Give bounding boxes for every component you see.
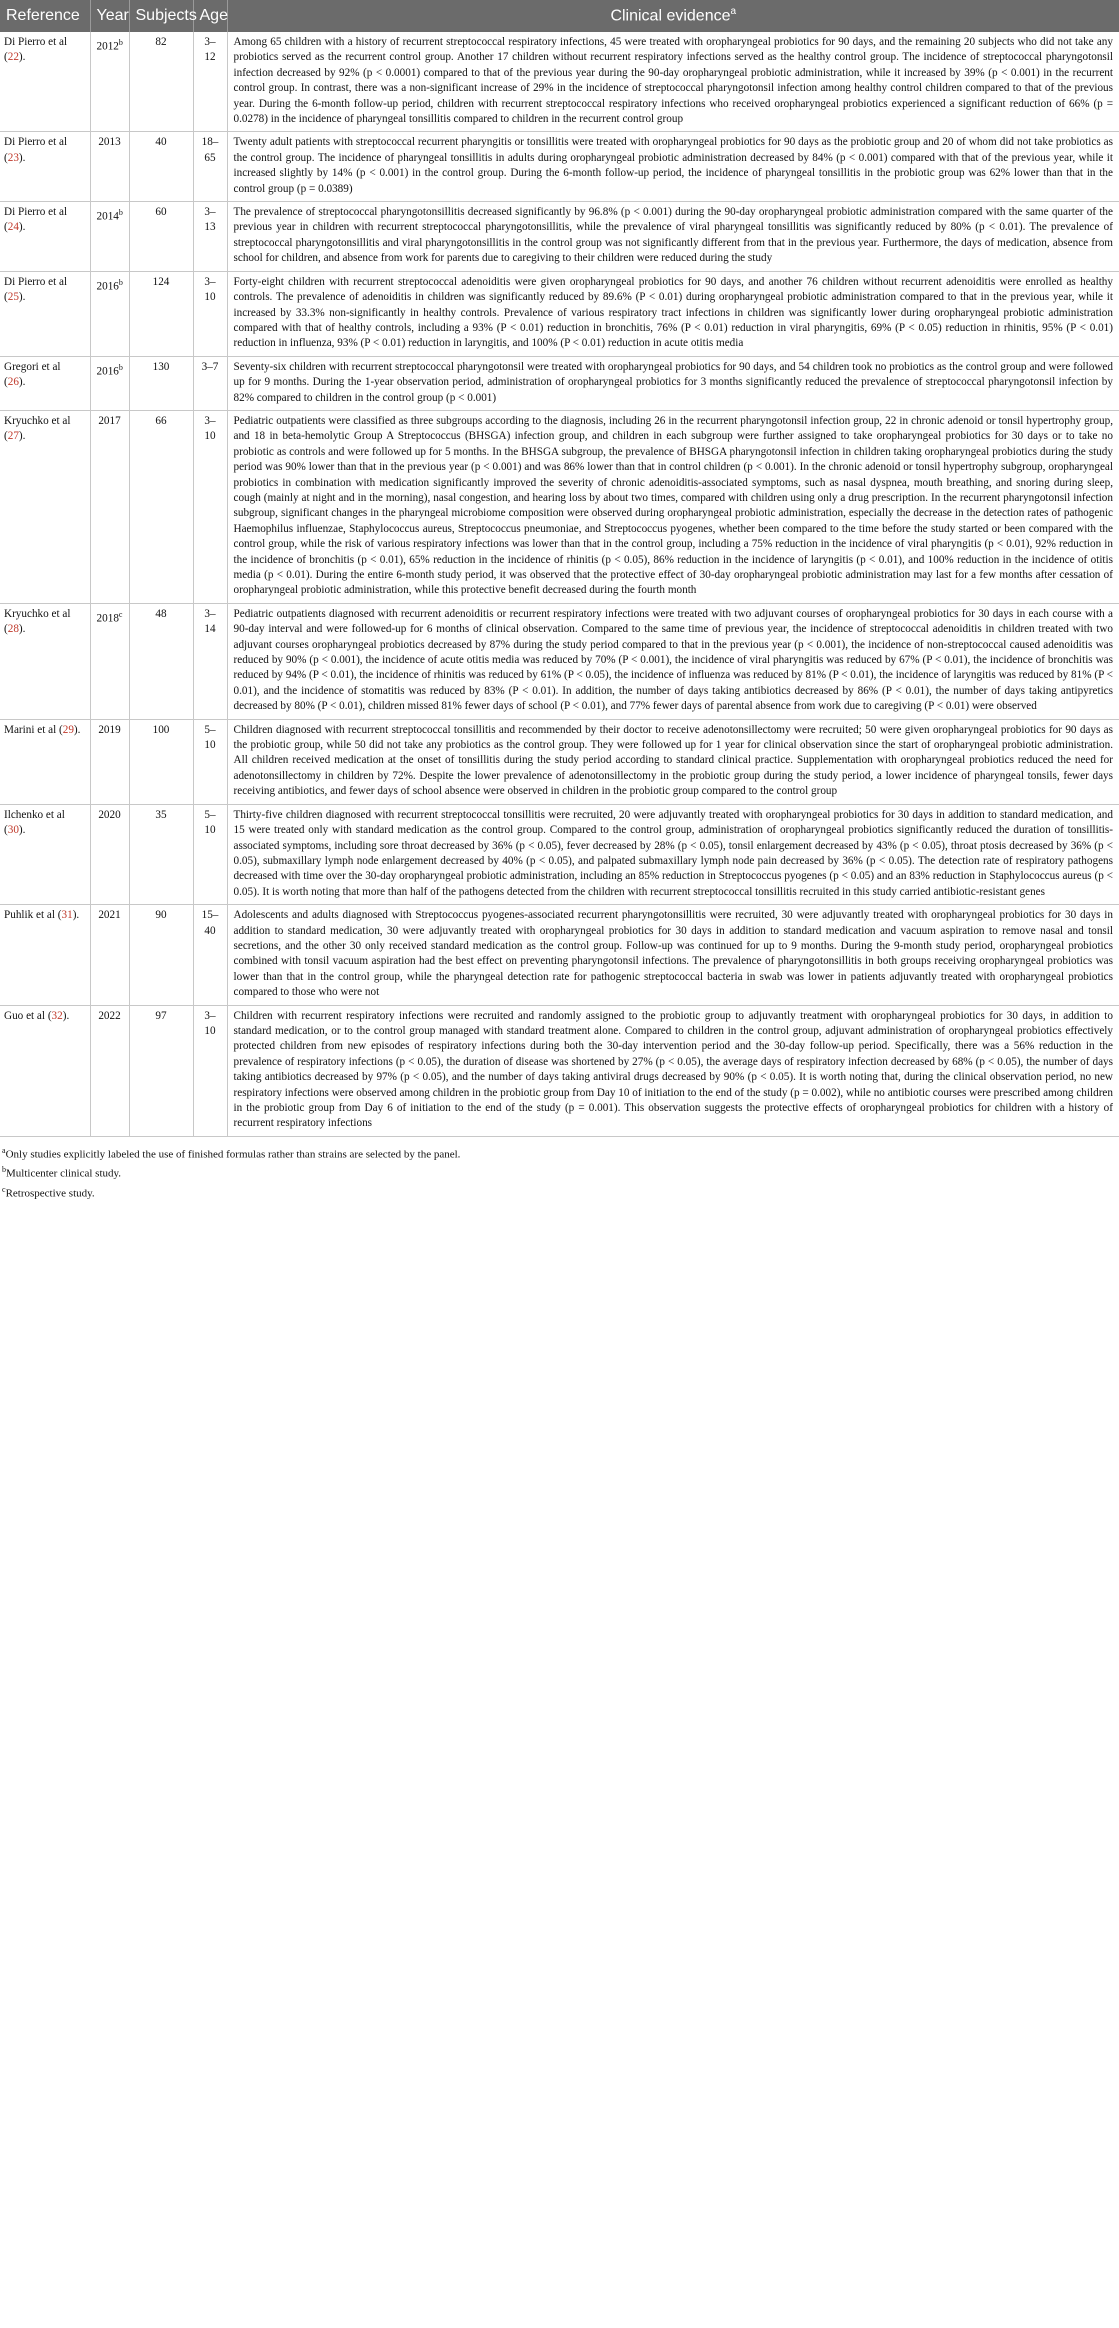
- reference-author: Puhlik et al: [4, 909, 55, 922]
- footnote-mark: c: [2, 1185, 6, 1195]
- reference-author: Di Pierro et al: [4, 136, 68, 149]
- clinical-evidence-cell: Pediatric outpatients diagnosed with recurrent adenoiditis or recurrent respiratory infections were treated with two adjuvant courses of oropharyngeal probiotics for 30 days in each course with a 90-day interval and were followed-up for 6 months of clinical observation. Compared to the same time of previous year, the incidence of streptococcal adenoiditis in children treated with two adjuvant courses oropharyngeal probiotics decreased by 87% during the study period compared to that in the previous year (p < 0.001), the incidence of non-streptococcal caused adenoiditis was reduced by 90% (p < 0.001), the incidence of acute otitis media was reduced by 70% (P < 0.001), the incidence of viral pharyngitis was reduced by 67% (P < 0.01), the incidence of bronchitis was reduced by 94% (P < 0.01), the incidence of rhinitis was reduced by 61% (P < 0.05), the incidence of influenza was reduced by 81% (P < 0.01), the incidence of laryngitis was reduced by 81% (P < 0.01), and the incidence of stomatitis was reduced by 83% (P < 0.01). In addition, the number of days taking antibiotics decreased by 86% (P < 0.01), the number of days taking antipyretics decreased by 80% (P < 0.01), children missed 81% fewer days of school (P < 0.01), and 77% fewer days of parental absence from work due to caregiving (P < 0.01) were observed: [227, 603, 1119, 719]
- footnote: [2, 1162, 1119, 1182]
- footnote-text: Retrospective study.: [5, 1187, 95, 1200]
- age-cell: 3–7: [193, 356, 227, 410]
- year-value: 2012: [96, 40, 119, 53]
- reference-author: Guo et al: [4, 1009, 46, 1022]
- clinical-evidence-cell: Among 65 children with a history of recurrent streptococcal respiratory infections, 45 were treated with oropharyngeal probiotics for 90 days, and the remaining 20 subjects who did not take any probiotics served as the recurrent control group. Another 17 children without recurrent respiratory infections served as the healthy control group. The incidence of streptococcal pharyngotonsil infection decreased by 92% (p < 0.0001) compared to that of the previous year during the 90-day oropharyngeal probiotic administration, while it increased by 39% (p < 0.001) in the recurrent control group. In contrast, there was a non-significant increase of 29% in the incidence of streptococcal pharyngotonsil infection among healthy control children compared to that of the previous year. During the 6-month follow-up period, children with recurrent streptococcal respiratory infections who received oropharyngeal probiotics experienced a significant reduction of 66% (p = 0.0278) in the incidence of pharyngeal tonsillitis compared to children in the recurrent control group: [227, 32, 1119, 132]
- year-value: 2018: [96, 612, 119, 625]
- reference-cell: Guo et al (32).: [0, 1005, 90, 1136]
- reference-cell: Marini et al (29).: [0, 719, 90, 804]
- clinical-evidence-table: [0, 0, 1119, 1137]
- reference-citation-link[interactable]: 30: [7, 824, 19, 837]
- age-cell: 5–10: [193, 719, 227, 804]
- table-row: [0, 905, 1119, 1005]
- reference-author: Di Pierro et al: [4, 275, 68, 288]
- reference-cell: Puhlik et al (31).: [0, 905, 90, 1005]
- table-row: [0, 356, 1119, 410]
- header-clinical-evidence-label: Clinical evidence: [610, 7, 731, 25]
- reference-author: Kryuchko et al: [4, 414, 71, 427]
- age-cell: 3–12: [193, 32, 227, 132]
- header-footnote-mark: a: [730, 6, 737, 18]
- subjects-cell: 82: [129, 32, 193, 132]
- age-cell: 15–40: [193, 905, 227, 1005]
- year-value: 2016: [96, 365, 119, 378]
- table-row: [0, 132, 1119, 202]
- footnote: [2, 1143, 1119, 1163]
- reference-citation-link[interactable]: 28: [7, 623, 19, 636]
- year-cell: [90, 32, 129, 132]
- subjects-cell: 97: [129, 1005, 193, 1136]
- subjects-cell: 60: [129, 202, 193, 272]
- reference-citation-link[interactable]: 31: [61, 909, 73, 922]
- year-cell: [90, 271, 129, 356]
- reference-author: Ilchenko et al: [4, 808, 65, 821]
- year-value: 2017: [98, 414, 121, 427]
- header-age: Age: [193, 0, 227, 32]
- reference-citation-link[interactable]: 27: [7, 430, 19, 443]
- year-cell: [90, 202, 129, 272]
- subjects-cell: 130: [129, 356, 193, 410]
- clinical-evidence-cell: Seventy-six children with recurrent streptococcal pharyngotonsil were treated with oropharyngeal probiotics for 90 days, and 54 children took no probiotics as the control group and were followed up for 9 months. During the 1-year observation period, administration of oropharyngeal probiotics for 3 months significantly reduced the prevalence of streptococcal pharyngotonsil infection by 82% compared to children in the control group (p < 0.001): [227, 356, 1119, 410]
- subjects-cell: 100: [129, 719, 193, 804]
- reference-cell: Kryuchko et al (27).: [0, 410, 90, 603]
- header-year: Year: [90, 0, 129, 32]
- reference-author: Di Pierro et al: [4, 206, 68, 219]
- table-row: [0, 603, 1119, 719]
- age-cell: 3–10: [193, 410, 227, 603]
- reference-author: Marini et al: [4, 723, 57, 736]
- year-value: 2016: [96, 280, 119, 293]
- footnote-mark: b: [2, 1165, 6, 1175]
- reference-cell: Di Pierro et al (23).: [0, 132, 90, 202]
- reference-cell: Di Pierro et al (24).: [0, 202, 90, 272]
- clinical-evidence-cell: Adolescents and adults diagnosed with Streptococcus pyogenes-associated recurrent pharyngotonsillitis were recruited, 30 were adjuvantly treated with oropharyngeal probiotics for 30 days in addition to standard medication, 30 were adjuvantly treated with oropharyngeal probiotics for 30 days in addition to standard medication and vacuum aspiration to remove nasal and tonsil secretions, and the other 30 only received standard medication as the control group. Follow-up was continued for up to 9 months. During the 9-month study period, oropharyngeal probiotics combined with tonsil vacuum aspiration had the best effect on preventing pharyngotonsil infections. The prevalence of pharyngotonsillitis in both groups receiving oropharyngeal probiotics was lower than that in the control group, while the pharyngeal detection rate for pathogenic streptococcal bacteria in swab was lower in patients adjuvantly treated with oropharyngeal probiotics compared to those who were not: [227, 905, 1119, 1005]
- subjects-cell: 124: [129, 271, 193, 356]
- footnote-text: Only studies explicitly labeled the use of finished formulas rather than strains are selected by the panel.: [5, 1148, 461, 1161]
- reference-cell: Di Pierro et al (22).: [0, 32, 90, 132]
- year-footnote-mark: b: [118, 38, 123, 47]
- reference-citation-link[interactable]: 29: [62, 723, 74, 736]
- reference-citation-link[interactable]: 22: [7, 51, 19, 64]
- table-row: [0, 804, 1119, 904]
- age-cell: 3–13: [193, 202, 227, 272]
- clinical-evidence-cell: The prevalence of streptococcal pharyngotonsillitis decreased significantly by 96.8% (p < 0.001) during the 90-day oropharyngeal probiotic administration compared with the same quarter of the previous year in children with recurrent streptococcal pharyngotonsillitis, while the prevalence of viral pharyngeal tonsillitis was significantly reduced by 80% (p < 0.01). The prevalence of streptococcal pharyngotonsillitis and viral pharyngotonsillitis in the control group was not significantly different from that in the previous year. Furthermore, the days of medication, absence from school for children, and absence from work for parents due to caregiving to their children were reduced during the study: [227, 202, 1119, 272]
- year-footnote-mark: b: [118, 362, 123, 372]
- reference-cell: Kryuchko et al (28).: [0, 603, 90, 719]
- year-value: 2021: [98, 909, 121, 922]
- reference-citation-link[interactable]: 23: [7, 151, 19, 164]
- reference-cell: Ilchenko et al (30).: [0, 804, 90, 904]
- footnote: [2, 1182, 1119, 1202]
- age-cell: 3–10: [193, 271, 227, 356]
- age-cell: 3–14: [193, 603, 227, 719]
- subjects-cell: 40: [129, 132, 193, 202]
- table-footnotes: [0, 1137, 1119, 1202]
- clinical-evidence-cell: Forty-eight children with recurrent streptococcal adenoiditis were given oropharyngeal probiotics for 90 days, and another 76 children without recurrent adenoiditis were enrolled as healthy controls. The prevalence of adenoiditis in children was significantly reduced by 89.6% (P < 0.01) during oropharyngeal probiotic administration compared to that in the previous year, while it increased by 33.3% non-significantly in healthy controls. Prevalence of various respiratory tract infections in children was significantly lower during oropharyngeal probiotic administration compared with that of healthy controls, including a 93% (P < 0.01) reduction in bronchitis, 76% (P < 0.01) reduction in viral pharyngitis, 69% (P < 0.05) reduction in rhinitis, 95% (P < 0.01) reduction in influenza, 93% (P < 0.01) reduction in laryngitis, and 100% (P < 0.01) reduction in acute otitis media: [227, 271, 1119, 356]
- clinical-evidence-cell: Children diagnosed with recurrent streptococcal tonsillitis and recommended by their doctor to receive adenotonsillectomy were recruited; 50 were given oropharyngeal probiotics for 90 days as the probiotic group, while 50 did not take any probiotics as the control group. They were followed up for 1 year for clinical observation since the start of oropharyngeal probiotic administration. All children received medication at the onset of tonsillitis during the study period according to standard clinical practice. Supplementation with oropharyngeal probiotics reduced the need for adenotonsillectomy in children by 72%. Despite the lower prevalence of adenotonsillectomy in the probiotic group during the study period, a lower incidence of pharyngeal tonsils, fewer days receiving antibiotics, and fewer days of school absence were observed in children in the probiotic group compared to the control group: [227, 719, 1119, 804]
- reference-author: Kryuchko et al: [4, 607, 71, 620]
- header-reference: Reference: [0, 0, 90, 32]
- reference-citation-link[interactable]: 26: [7, 376, 19, 389]
- reference-author: Di Pierro et al: [4, 36, 68, 48]
- table-row: [0, 1005, 1119, 1136]
- table-row: [0, 719, 1119, 804]
- table-row: [0, 202, 1119, 272]
- year-footnote-mark: b: [118, 208, 123, 218]
- footnote-text: Multicenter clinical study.: [6, 1168, 122, 1181]
- subjects-cell: 35: [129, 804, 193, 904]
- year-cell: [90, 905, 129, 1005]
- reference-author: Gregori et al: [4, 360, 61, 373]
- header-clinical-evidence: [227, 0, 1119, 32]
- year-value: 2019: [98, 723, 121, 736]
- clinical-evidence-cell: Pediatric outpatients were classified as three subgroups according to the diagnosis, including 26 in the recurrent pharyngotonsil infection group, 22 in chronic adenoid or tonsil hypertrophy group, and 18 in beta-hemolytic Group A Streptococcus (BHSGA) infection group, and children in each subgroup were further assigned to take oropharyngeal probiotics for 30 days or to take no probiotic as controls and were followed up for 5 months. In the BHSGA subgroup, the prevalence of BHSGA pharyngotonsil infection in children taking oropharyngeal probiotics during the study period was 90% lower than that in the previous year (p < 0.001) and was 86% lower than that in control children (p < 0.001). In the chronic adenoid or tonsil hypertrophy subgroup, oropharyngeal probiotics in combination with medication significantly improved the severity of chronic adenoiditis-associated symptoms, such as nasal dyspnea, mouth breathing, and snoring during sleep, cough (mainly at night and in the morning), nasal congestion, and hearing loss by about two times, compared with children using only a drug prescription. In the recurrent pharyngotonsil infection subgroup, significant changes in the pharyngeal microbiome composition were observed during oropharyngeal probiotic administration, especially the decrease in the detection rates of pathogenic Haemophilus influenzae, Staphylococcus aureus, Streptococcus pneumoniae, and Streptococcus pyogenes, whether been compared to the time before the study started or been compared with the control group, while the risk of various respiratory infections was lower than that in the control group, including a 75% reduction in the incidence of viral pharyngitis (p < 0.01), 92% reduction in the incidence of bronchitis (p < 0.01), 65% reduction in the incidence of rhinitis (p < 0.05), 86% reduction in the incidence of laryngitis (p < 0.01), and 100% reduction in the incidence of otitis media (p < 0.01). During the entire 6-month study period, it was observed that the protective effect of 30-day oropharyngeal probiotic administration may last for a few months after cessation of oropharyngeal probiotic administration, while this protective benefit decreased during the fourth month: [227, 410, 1119, 603]
- header-subjects: Subjects: [129, 0, 193, 32]
- age-cell: 3–10: [193, 1005, 227, 1136]
- year-cell: [90, 1005, 129, 1136]
- footnote-mark: a: [2, 1145, 6, 1155]
- year-cell: [90, 719, 129, 804]
- age-cell: 5–10: [193, 804, 227, 904]
- subjects-cell: 48: [129, 603, 193, 719]
- subjects-cell: 90: [129, 905, 193, 1005]
- year-value: 2020: [98, 808, 121, 821]
- reference-citation-link[interactable]: 24: [7, 221, 19, 234]
- table-row: [0, 271, 1119, 356]
- table-row: [0, 410, 1119, 603]
- table-header-row: [0, 0, 1119, 32]
- year-cell: [90, 356, 129, 410]
- reference-citation-link[interactable]: 32: [51, 1009, 63, 1022]
- year-cell: [90, 132, 129, 202]
- subjects-cell: 66: [129, 410, 193, 603]
- year-value: 2014: [96, 210, 119, 223]
- clinical-evidence-cell: Children with recurrent respiratory infections were recruited and randomly assigned to the probiotic group to adjuvantly treatment with oropharyngeal probiotics for 30 days, in addition to standard medication, or to the control group managed with standard treatment alone. Compared to children in the control group, adjuvant administration of oropharyngeal probiotics effectively protected children from new episodes of respiratory infections during both the 30-day intervention period and the 30-day follow-up period. Specifically, there was a 56% reduction in the prevalence of respiratory infections (p < 0.05), the duration of disease was shortened by 27% (p < 0.05), the average days of respiratory infection decreased by 68% (p < 0.05), the number of days taking antibiotics decreased by 97% (p < 0.05), and the number of days taking antiviral drugs decreased by 90% (p < 0.05). It is worth noting that, during the clinical observation period, no new respiratory infections were observed among children in the probiotic group from Day 10 of initiation to the end of the study (p = 0.002), while no antibiotic courses were prescribed among children in the probiotic group from Day 6 of initiation to the end of the study (p = 0.001). This observation suggests the protective effects of oropharyngeal probiotics for children with a history of recurrent respiratory infections: [227, 1005, 1119, 1136]
- age-cell: 18–65: [193, 132, 227, 202]
- year-footnote-mark: c: [118, 609, 123, 619]
- reference-cell: Gregori et al (26).: [0, 356, 90, 410]
- year-value: 2022: [98, 1009, 121, 1022]
- year-footnote-mark: b: [118, 277, 123, 287]
- year-cell: [90, 804, 129, 904]
- clinical-evidence-cell: Twenty adult patients with streptococcal recurrent pharyngitis or tonsillitis were treated with oropharyngeal probiotics for 90 days as the probiotic group and 20 of whom did not take probiotics as the control group. The incidence of pharyngeal tonsillitis in adults during oropharyngeal probiotic administration decreased by 84% (p < 0.001) compared with that of the previous year, while it increased slightly by 14% (p < 0.001) in the control group. During the 6-month follow-up period, the incidence of pharyngeal tonsillitis in the probiotic group was 62% lower than that in the control group (p = 0.0389): [227, 132, 1119, 202]
- year-cell: [90, 410, 129, 603]
- year-value: 2013: [98, 136, 121, 149]
- reference-cell: Di Pierro et al (25).: [0, 271, 90, 356]
- clinical-evidence-cell: Thirty-five children diagnosed with recurrent streptococcal tonsillitis were recruited, 20 were adjuvantly treated with oropharyngeal probiotics for 30 days in addition to standard medication, and 15 were treated only with standard medication as the control group. Compared to the control group, administration of oropharyngeal probiotics significantly reduced the duration of tonsillitis-associated symptoms, including sore throat decreased by 36% (p < 0.05), fever decreased by 28% (p < 0.05), tonsil enlargement decreased by 43% (p < 0.05), throat ptosis decreased by 36% (p < 0.05), submaxillary lymph node enlargement decreased by 40% (p < 0.05), and palpated submaxillary lymph node pain decreased by 36% (p < 0.05). The detection rate of respiratory pathogens decreased with time over the 30-day oropharyngeal probiotic administration, including an 85% reduction in Streptococcus pyogenes (p < 0.05) and an 83% reduction in Staphylococcus aureus (p < 0.05). It is worth noting that more than half of the pathogens detected from the children with recurrent streptococcal tonsillitis recruited in this study carried antibiotic-resistant genes: [227, 804, 1119, 904]
- year-cell: [90, 603, 129, 719]
- reference-citation-link[interactable]: 25: [7, 291, 19, 304]
- table-body: [0, 32, 1119, 1136]
- table-row: [0, 32, 1119, 132]
